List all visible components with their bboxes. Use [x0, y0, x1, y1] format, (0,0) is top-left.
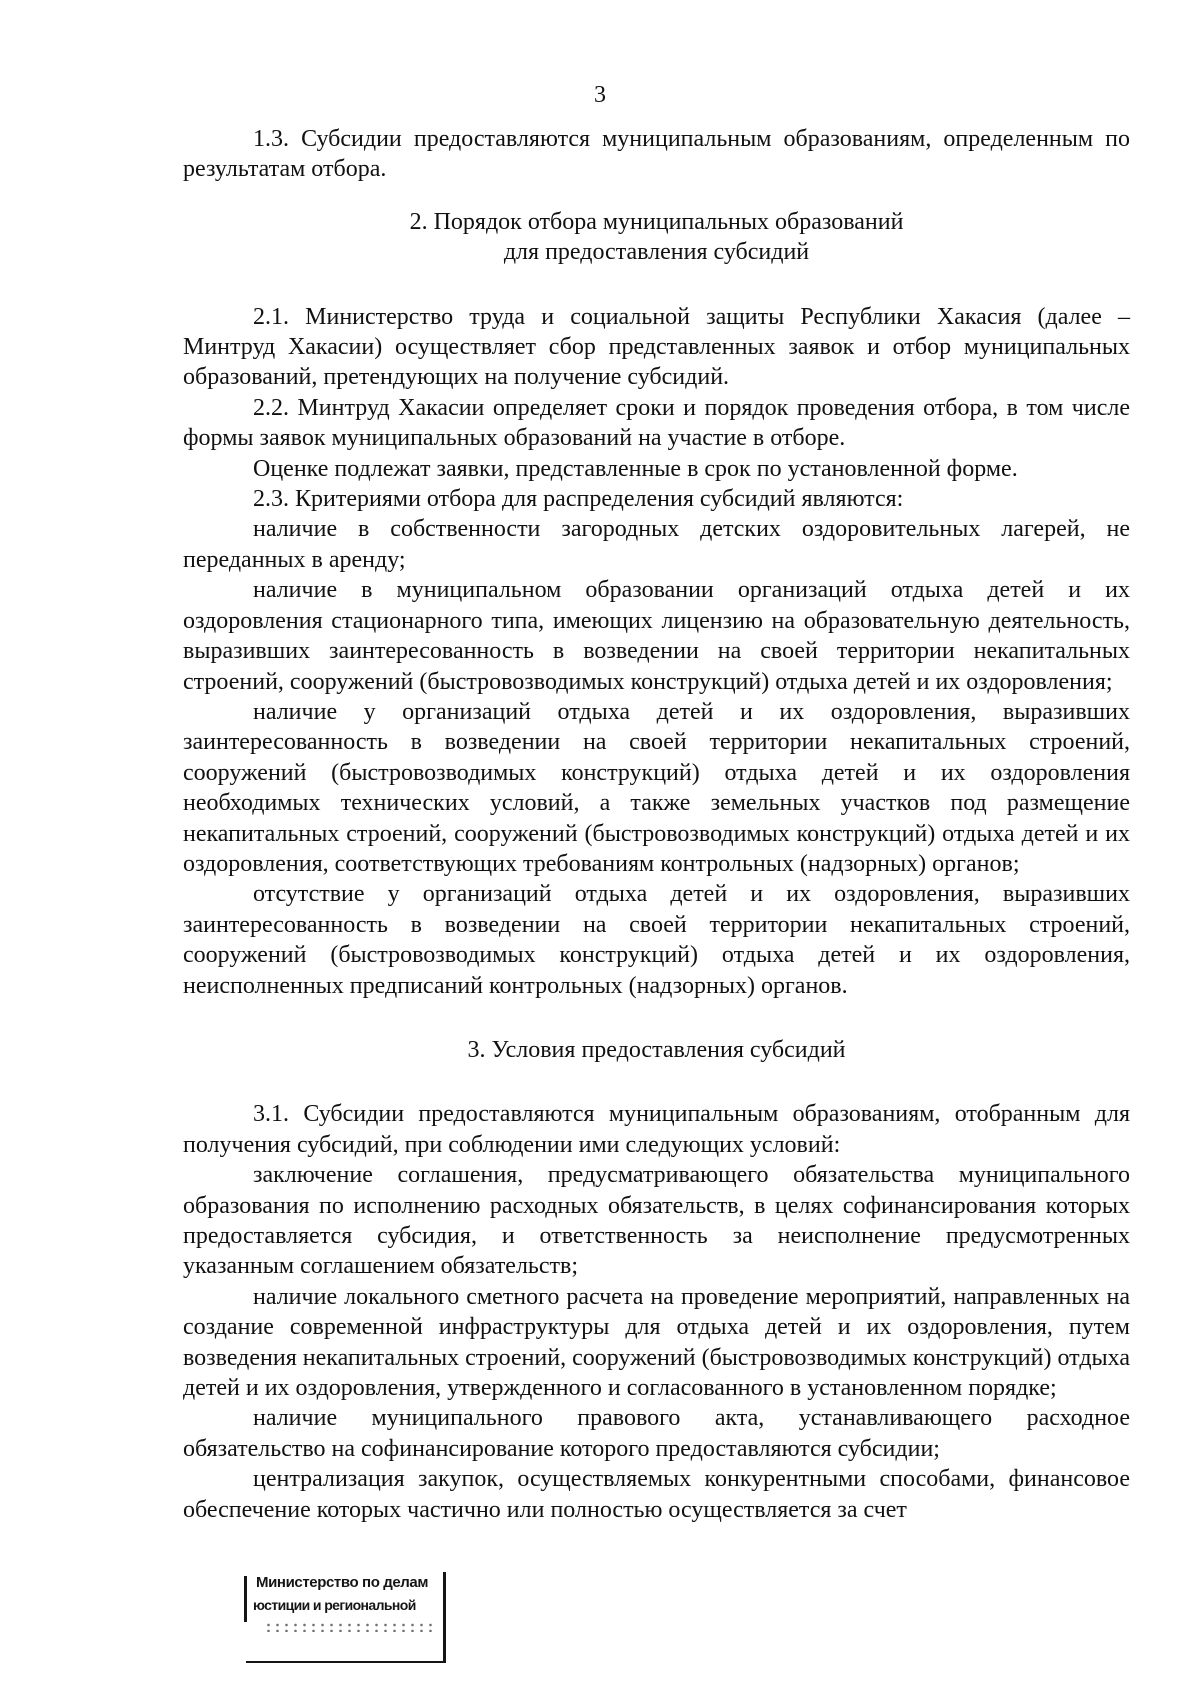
page-number: 3 [594, 82, 606, 108]
stamp-border-bottom [246, 1661, 446, 1663]
condition-municipal-act: наличие муниципального правового акта, устанавливающего расходное обязательство на софинансирование которого предоставляются субсидии; [183, 1405, 1130, 1462]
criterion-stationary-organizations: наличие в муниципальном образовании организаций отдыха детей и их оздоровления стационарного типа, имеющих лицензию на образовательную деятельность, выразивших заинтересованность в возведении на своей территории некапитальных строений, сооружений (быстровозводимых конструкций) отдыха детей и их оздоровления; [183, 577, 1130, 695]
section-2-heading [183, 207, 1130, 268]
paragraph-2-3: 2.3. Критериями отбора для распределения субсидий являются: [253, 486, 904, 513]
criterion-technical-conditions: наличие у организаций отдыха детей и их оздоровления, выразивших заинтересованность в возведении на своей территории некапитальных строений, сооружений (быстровозводимых конструкций) отдыха детей и их оздоровления необходимых технических условий, а также земельных участков под размещение некапитальных строений, сооружений (быстровозводимых конструкций) отдыха детей и их оздоровления, соответствующих требованиям контрольных (надзорных) органов; [183, 698, 1130, 877]
stamp-line-3-faded [264, 1622, 434, 1632]
condition-agreement: заключение соглашения, предусматривающего обязательства муниципального образования по исполнению расходных обязательств, в целях софинансирования которых предоставляется субсидия, и ответственность за неисполнение предусмотренных указанным соглашением обязательств; [183, 1162, 1130, 1280]
stamp-border-left [244, 1576, 247, 1622]
condition-cost-estimate: наличие локального сметного расчета на проведение мероприятий, направленных на создание современной инфраструктуры для отдыха детей и их оздоровления, путем возведения некапитальных строений, сооружений (быстровозводимых конструкций) отдыха детей и их оздоровления, утвержденного и согласованного в установленном порядке; [183, 1283, 1130, 1402]
ministry-stamp [244, 1568, 450, 1669]
stamp-line-2: юстиции и региональной [253, 1597, 416, 1613]
paragraph-1-3: 1.3. Субсидии предоставляются муниципальным образованиям, определенным по результатам отбора. [183, 126, 1130, 183]
section-2-heading-line-1: 2. Порядок отбора муниципальных образований [409, 208, 904, 235]
stamp-line-1: Министерство по делам [256, 1574, 429, 1591]
document-body [183, 124, 1130, 1525]
section-2-heading-line-2: для предоставления субсидий [503, 239, 810, 266]
paragraph-2-1: 2.1. Министерство труда и социальной защиты Республики Хакасия (далее – Минтруд Хакасии) осуществляет сбор представленных заявок и отбор муниципальных образований, претендующих на получение субсидий. [183, 303, 1130, 391]
paragraph-2-2-evaluation: Оценке подлежат заявки, представленные в срок по установленной форме. [253, 455, 1018, 482]
criterion-no-violations: отсутствие у организаций отдыха детей и их оздоровления, выразивших заинтересованность в возведении на своей территории некапитальных строений, сооружений (быстровозводимых конструкций) отдыха детей и их оздоровления, неисполненных предписаний контрольных (надзорных) органов. [183, 881, 1130, 999]
condition-centralized-procurement: централизация закупок, осуществляемых конкурентными способами, финансовое обеспечение которых частично или полностью осуществляется за счет [183, 1466, 1130, 1523]
paragraph-2-2: 2.2. Минтруд Хакасии определяет сроки и порядок проведения отбора, в том числе формы заявок муниципальных образований на участие в отборе. [183, 394, 1130, 452]
stamp-border-right [443, 1572, 446, 1662]
criterion-camps-ownership: наличие в собственности загородных детских оздоровительных лагерей, не переданных в аренду; [183, 516, 1130, 573]
paragraph-3-1: 3.1. Субсидии предоставляются муниципальным образованиям, отобранным для получения субсидий, при соблюдении ими следующих условий: [183, 1101, 1130, 1158]
section-3-heading: 3. Условия предоставления субсидий [467, 1036, 846, 1063]
